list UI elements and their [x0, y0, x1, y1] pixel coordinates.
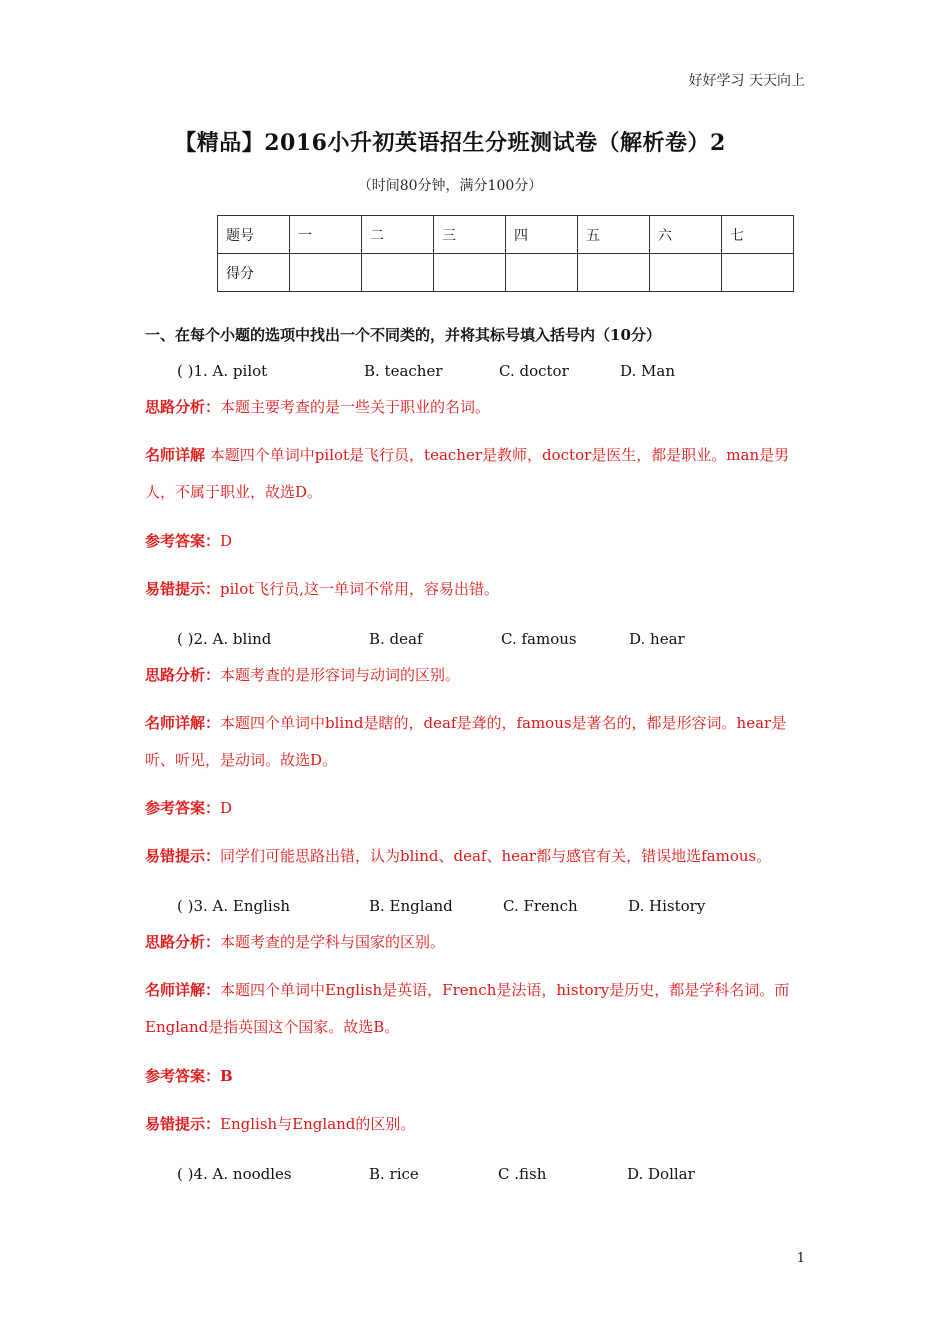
- score-input-6[interactable]: [650, 254, 722, 292]
- option-b: B. deaf: [369, 630, 423, 648]
- tip-2: [145, 838, 815, 875]
- answer-2: [145, 790, 815, 827]
- answer-label: 参考答案：: [145, 1067, 221, 1085]
- score-table-header-row: [218, 216, 794, 254]
- detail-text: 本题四个单词中pilot是飞行员，teacher是教师，doctor是医生，都是职业。man是男人，不属于职业，故选D。: [145, 446, 790, 501]
- detail-1: [145, 437, 815, 511]
- score-row-label: 得分: [218, 254, 290, 292]
- score-input-4[interactable]: [506, 254, 578, 292]
- detail-label: 名师详解：: [145, 714, 221, 732]
- option-b: B. rice: [369, 1165, 419, 1183]
- answer-label: 参考答案：: [145, 532, 221, 550]
- score-input-3[interactable]: [434, 254, 506, 292]
- score-input-7[interactable]: [722, 254, 794, 292]
- tip-3: [145, 1106, 815, 1143]
- score-input-1[interactable]: [290, 254, 362, 292]
- section-title: 一、在每个小题的选项中找出一个不同类的，并将其标号填入括号内（10分）: [145, 326, 661, 344]
- analysis-label: 思路分析：: [145, 398, 221, 416]
- score-cell-7: 七: [722, 216, 794, 254]
- score-cell-label: 题号: [218, 216, 290, 254]
- option-d: D. hear: [629, 630, 685, 648]
- tip-text: pilot飞行员,这一单词不常用，容易出错。: [220, 580, 500, 598]
- answer-label: 参考答案：: [145, 799, 221, 817]
- option-c: C. French: [503, 897, 578, 915]
- option-d: D. Dollar: [627, 1165, 695, 1183]
- option-c: C .fish: [498, 1165, 547, 1183]
- analysis-label: 思路分析：: [145, 666, 221, 684]
- score-cell-5: 五: [578, 216, 650, 254]
- answer-text: B: [220, 1067, 233, 1085]
- detail-3: [145, 972, 815, 1046]
- tip-text: English与England的区别。: [220, 1115, 416, 1133]
- answer-text: D: [220, 532, 233, 550]
- option-c: C. doctor: [499, 362, 569, 380]
- analysis-2: [145, 657, 815, 694]
- score-cell-2: 二: [362, 216, 434, 254]
- question-stem: ( )1. A. pilot: [177, 362, 268, 380]
- question-stem: ( )2. A. blind: [177, 630, 272, 648]
- document-subtitle: （时间80分钟，满分100分）: [357, 178, 543, 194]
- score-table-score-row: [218, 254, 794, 292]
- tip-1: [145, 571, 815, 608]
- header-motto: 好好学习 天天向上: [688, 73, 805, 89]
- detail-label: 名师详解：: [145, 981, 221, 999]
- score-input-2[interactable]: [362, 254, 434, 292]
- analysis-text: 本题考查的是学科与国家的区别。: [220, 933, 446, 951]
- score-cell-4: 四: [506, 216, 578, 254]
- option-c: C. famous: [501, 630, 577, 648]
- tip-label: 易错提示：: [145, 580, 221, 598]
- detail-label: 名师详解: [145, 446, 206, 464]
- detail-text: 本题四个单词中English是英语，French是法语，history是历史，都是学科名词。而England是指英国这个国家。故选B。: [145, 981, 790, 1036]
- page-number: 1: [796, 1251, 805, 1266]
- question-stem: ( )3. A. English: [177, 897, 291, 915]
- answer-text: D: [220, 799, 233, 817]
- analysis-text: 本题考查的是形容词与动词的区别。: [220, 666, 461, 684]
- tip-label: 易错提示：: [145, 847, 221, 865]
- score-input-5[interactable]: [578, 254, 650, 292]
- tip-label: 易错提示：: [145, 1115, 221, 1133]
- answer-1: [145, 523, 815, 560]
- analysis-3: [145, 924, 815, 961]
- tip-text: 同学们可能思路出错，认为blind、deaf、hear都与感官有关，错误地选famous。: [220, 847, 772, 865]
- detail-2: [145, 705, 815, 779]
- score-cell-3: 三: [434, 216, 506, 254]
- analysis-label: 思路分析：: [145, 933, 221, 951]
- answer-3: [145, 1058, 815, 1095]
- option-b: B. England: [369, 897, 453, 915]
- option-d: D. Man: [620, 362, 675, 380]
- option-b: B. teacher: [364, 362, 443, 380]
- analysis-text: 本题主要考查的是一些关于职业的名词。: [220, 398, 491, 416]
- question-stem: ( )4. A. noodles: [177, 1165, 292, 1183]
- document-title: 【精品】2016小升初英语招生分班测试卷（解析卷）2: [174, 130, 726, 156]
- score-cell-6: 六: [650, 216, 722, 254]
- score-table: [217, 215, 794, 292]
- option-d: D. History: [628, 897, 706, 915]
- score-cell-1: 一: [290, 216, 362, 254]
- analysis-1: [145, 389, 815, 426]
- detail-text: 本题四个单词中blind是瞎的，deaf是聋的，famous是著名的，都是形容词。hear是听、听见，是动词。故选D。: [145, 714, 787, 769]
